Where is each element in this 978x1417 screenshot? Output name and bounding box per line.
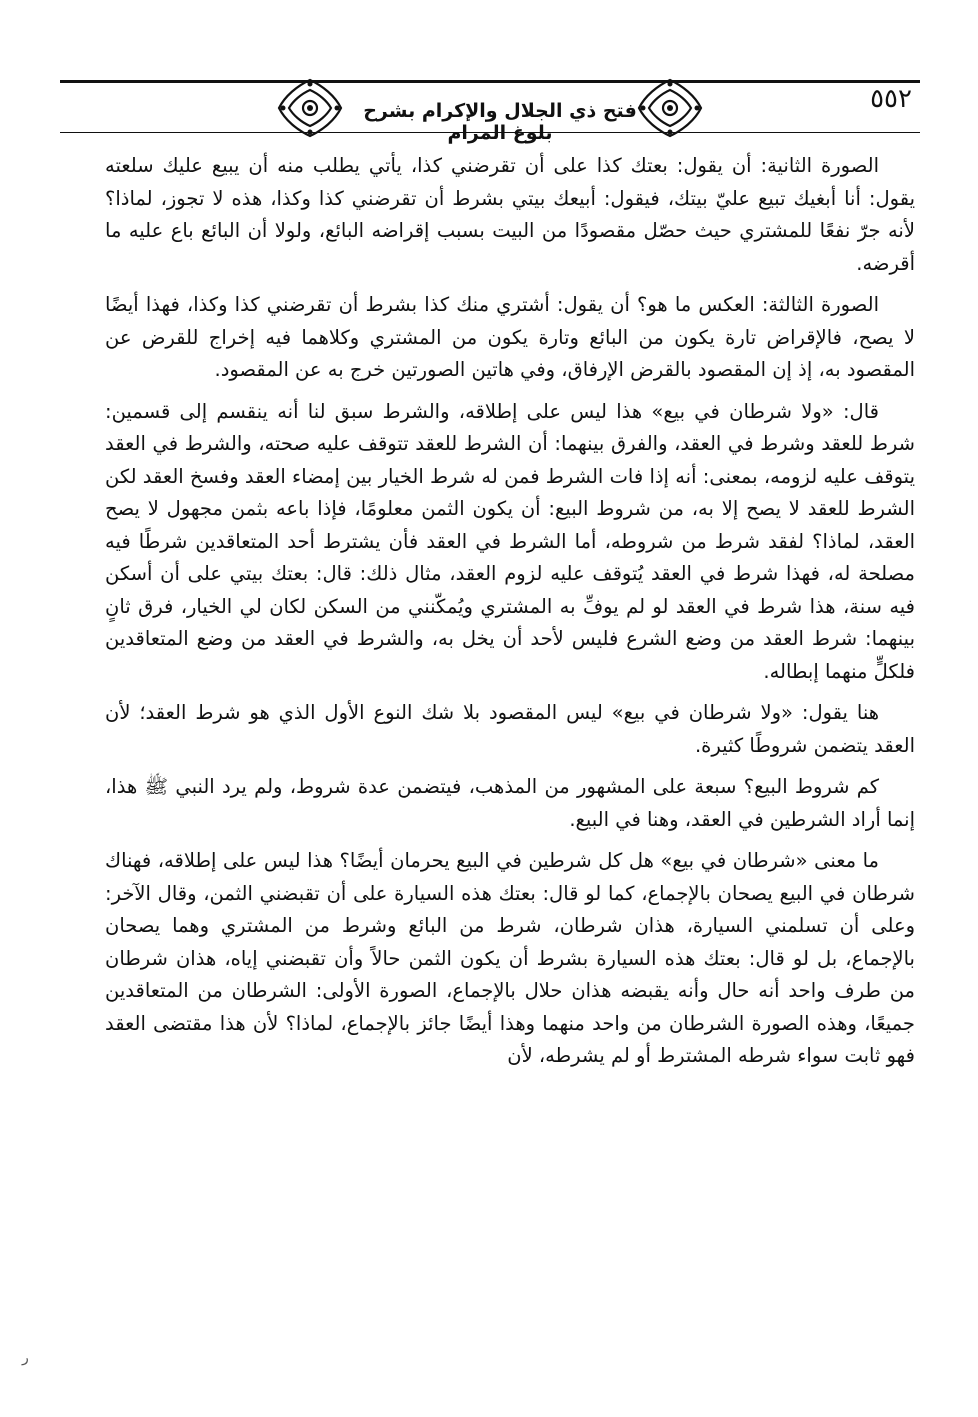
paragraph: الصورة الثانية: أن يقول: بعتك كذا على أن تقرضني كذا، يأتي يطلب منه أن يبيع عليك سلعته يقول: أنا أبغيك تبيع عليّ بيتك، فيقول: أبيعك بيتي بشرط أن تقرضني كذا وكذا، هذه لا تجوز، لماذا؟ لأنه جرّ نفعًا للمشتري حيث حصّل مقصودًا من البيت بسبب إقراضه البائع، ولولا أن البائع باع عليه ما أقرضه. bbox=[105, 154, 915, 275]
paragraph: كم شروط البيع؟ سبعة على المشهور من المذهب، فيتضمن عدة شروط، ولم يرد النبي ﷺ هذا، إنما أراد الشرطين في العقد، وهنا في البيع. bbox=[105, 775, 915, 831]
paragraph: الصورة الثالثة: العكس ما هو؟ أن يقول: أشتري منك كذا بشرط أن تقرضني كذا وكذا، فهذا أيضًا لا يصح، فالإقراض تارة يكون من البائع وتارة يكون من المشتري وكلاهما فيه إخراج للقرض عن المقصود به، إذ إن المقصود بالقرض الإرفاق، وفي هاتين الصورتين خرج به عن المقصود. bbox=[105, 293, 915, 381]
page-body bbox=[105, 150, 915, 1082]
ornament-icon bbox=[275, 76, 345, 140]
book-title: فتح ذي الجلال والإكرام بشرح بلوغ المرام bbox=[363, 100, 637, 144]
paragraph: قال: «ولا شرطان في بيع» هذا ليس على إطلاقه، والشرط سبق لنا أنه ينقسم إلى قسمين: شرط للعقد وشرط في العقد، والفرق بينهما: أن الشرط للعقد تتوقف عليه صحته، والشرط في العقد يتوقف عليه لزومه، بمعنى: أنه إذا فات الشرط فمن له شرط الخيار بين إمضاء العقد وفسخ العقد لكن الشرط للعقد لا يصح إلا به، من شروط البيع: أن يكون الثمن معلومًا، فإذا باعه بثمن مجهول لا يصح العقد، لماذا؟ لفقد شرط من شروطه، أما الشرط في العقد فأن يشترط أحد المتعاقدين شرطًا فيه مصلحة له، فهذا شرط في العقد يُتوقف عليه لزوم العقد، مثال ذلك: قال: بعتك بيتي على أن أسكن فيه سنة، هذا شرط في العقد لو لم يوفِّ به المشتري ويُمكّنني من السكن لكان لي الخيار، فرق ثانٍ بينهما: شرط العقد من وضع الشرع فليس لأحد أن يخل به، والشرط في العقد من وضع المتعاقدين فلكلٍّ منهما إبطاله. bbox=[105, 399, 915, 683]
margin-mark: ر bbox=[22, 1350, 29, 1366]
paragraph: ما معنى «شرطان في بيع» هل كل شرطين في البيع يحرمان أيضًا؟ هذا ليس على إطلاقه، فهناك شرطان في البيع يصحان بالإجماع، كما لو قال: بعتك هذه السيارة على أن تقبضني الثمن، وقال الآخر: وعلى أن تسلمني السيارة، هذان شرطان، شرط من البائع وشرط من المشتري وهما يصحان بالإجماع، بل لو قال: بعتك هذه السيارة بشرط أن يكون الثمن حالاً وأن تقبضني إياه، هذان شرطان من طرف واحد أنه حال وأنه يقبضه هذان حلال بالإجماع، الصورة الأولى: الشرطان من المتعاقدين جميعًا، وهذه الصورة الشرطان من واحد منهما وهذا أيضًا جائز بالإجماع، لماذا؟ لأن هذا مقتضى العقد فهو ثابت سواء شرطه المشترط أو لم يشرطه، لأن bbox=[105, 849, 915, 1067]
page-header bbox=[60, 66, 920, 146]
paragraph: هنا يقول: «ولا شرطان في بيع» ليس المقصود بلا شك النوع الأول الذي هو شرط العقد؛ لأن العقد يتضمن شروطًا كثيرة. bbox=[105, 701, 915, 757]
page-number: ٥٥٢ bbox=[870, 84, 912, 114]
header-rule-top bbox=[60, 80, 920, 83]
